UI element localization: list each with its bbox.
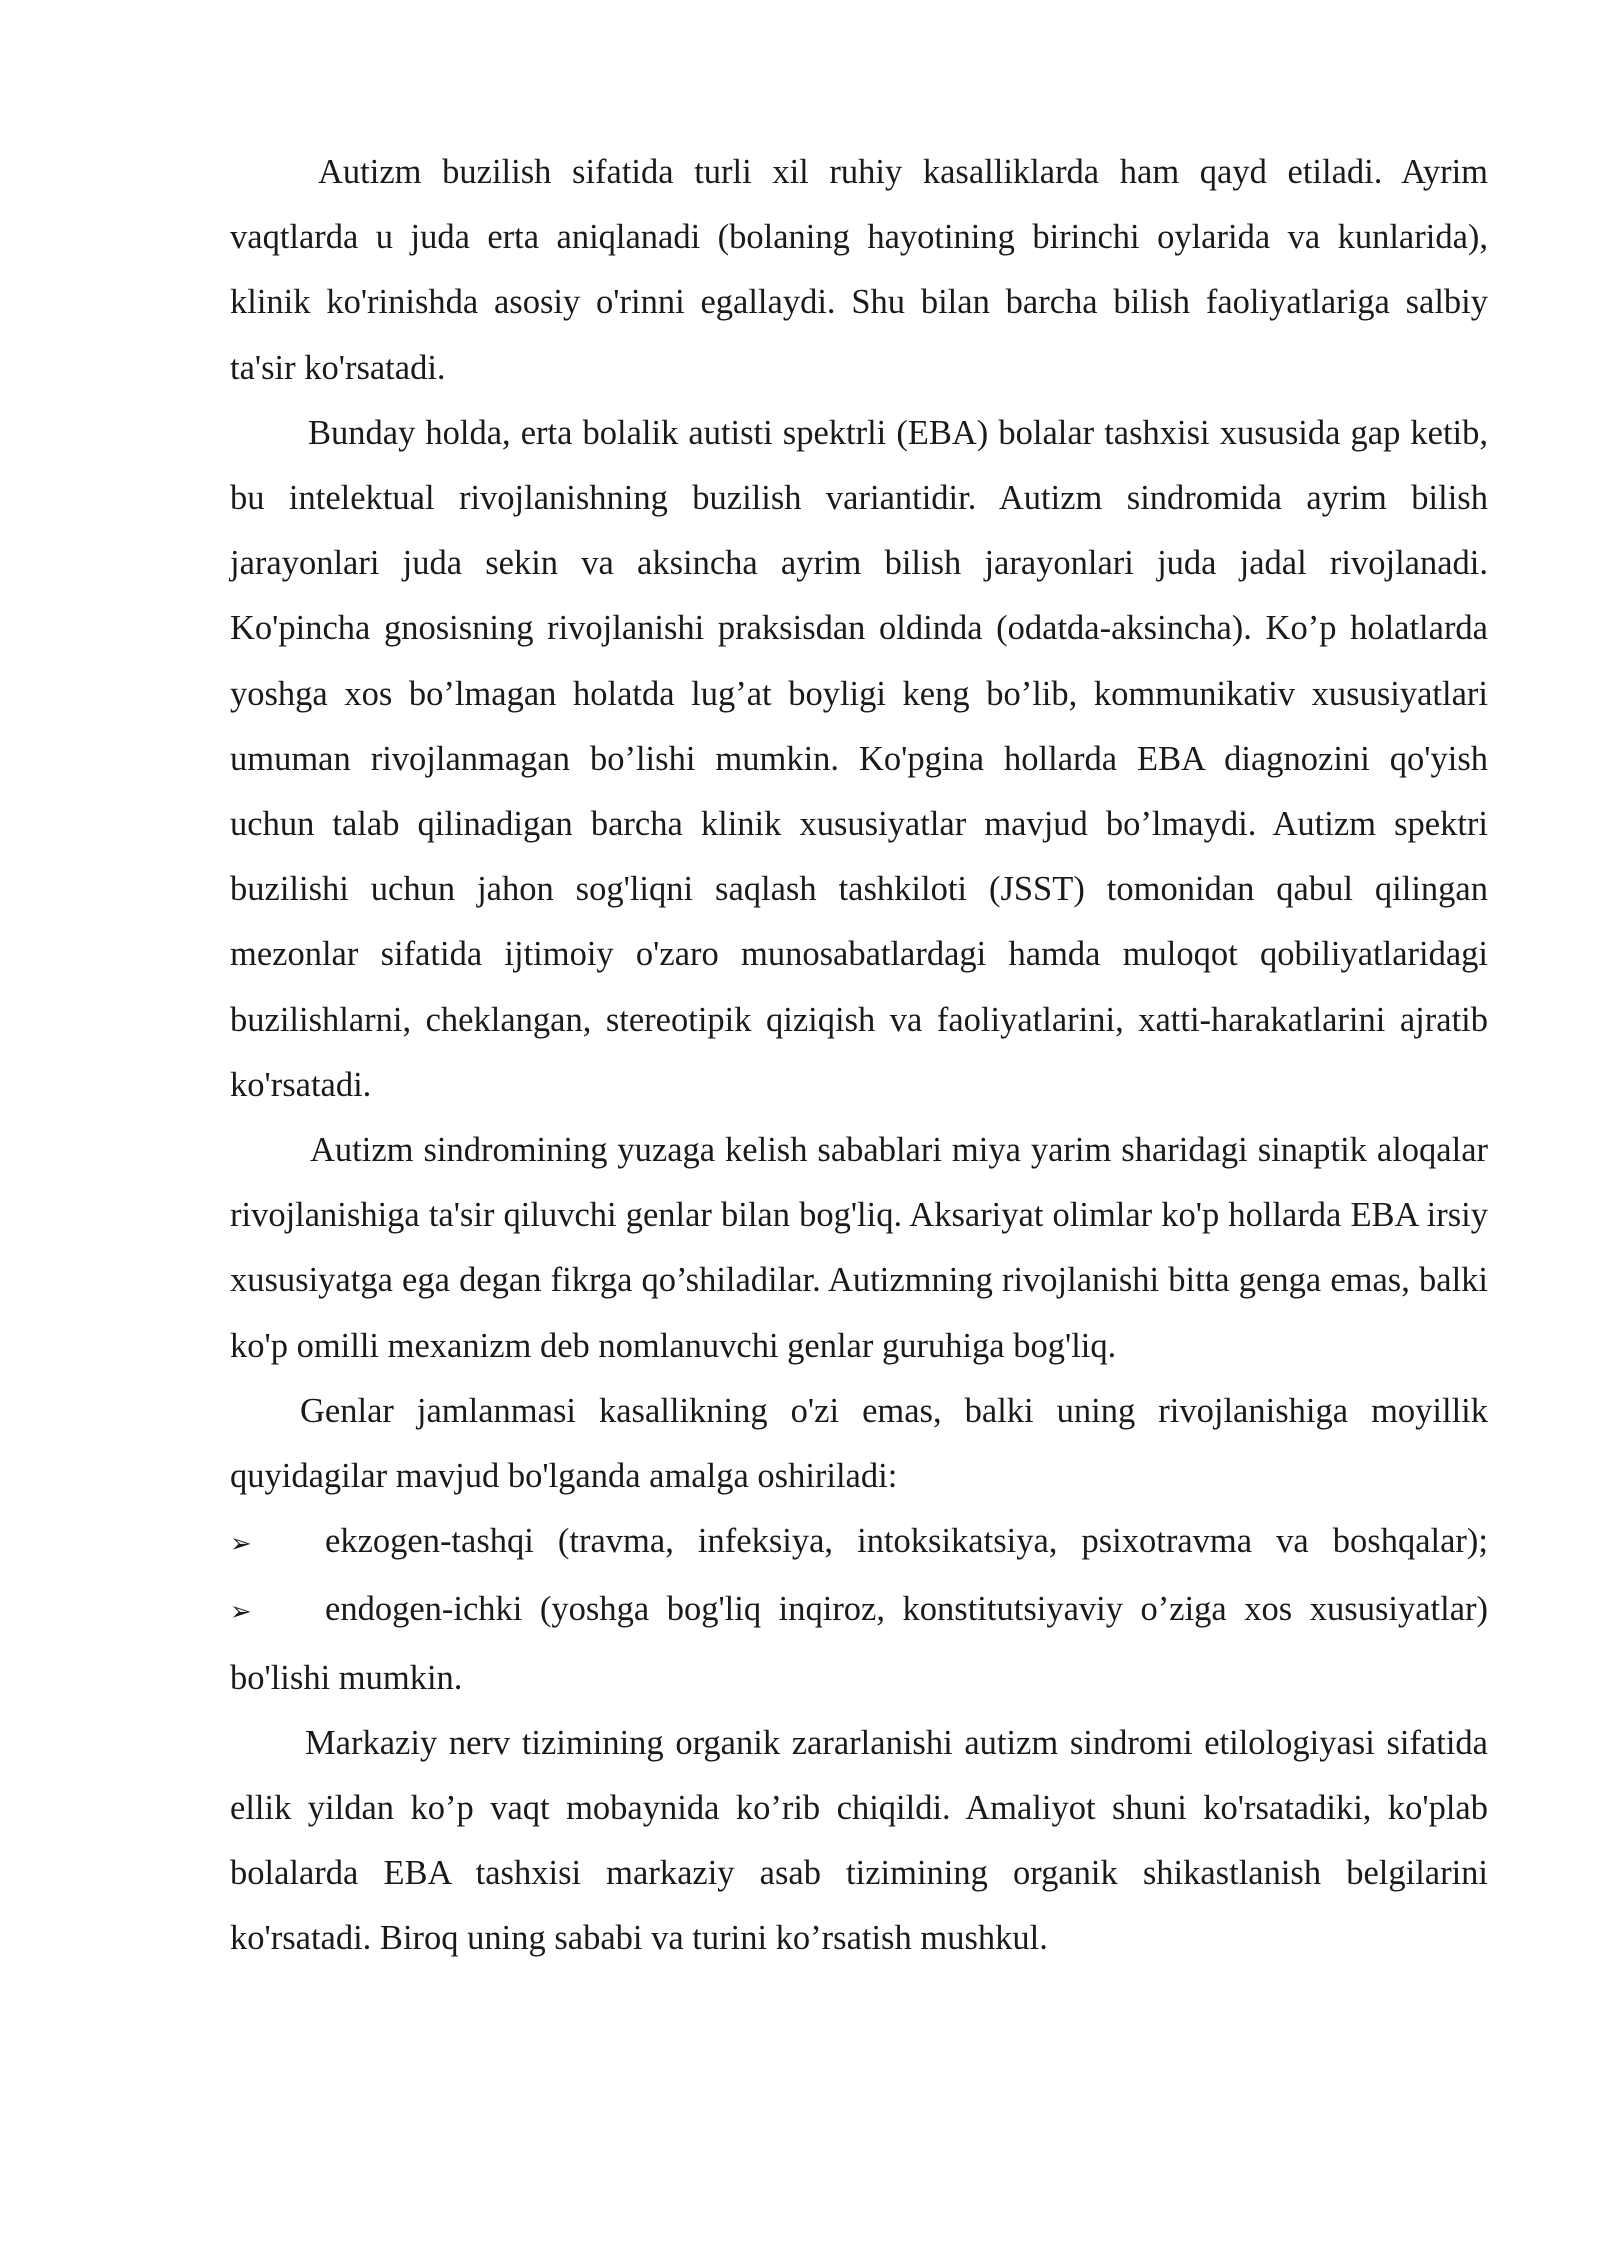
bullet-item-exogenous [230, 1509, 1488, 1577]
bullet-text: endogen-ichki (yoshga bog'liq inqiroz, konstitutsiyaviy o’ziga xos xususiyatlar) bo'lishi mumkin. [230, 1590, 1488, 1697]
paragraph-5: Markaziy nerv tizimining organik zararlanishi autizm sindromi etilologiyasi sifatida ellik yildan ko’p vaqt mobaynida ko’rib chiqildi. Amaliyot shuni ko'rsatadiki, ko'plab bolalarda EBA tashxisi markaziy asab tizimining organik shikastlanish belgilarini ko'rsatadi. Biroq uning sababi va turini ko’rsatish mushkul. [230, 1723, 1488, 1958]
paragraph-2: Bunday holda, erta bolalik autisti spektrli (EBA) bolalar tashxisi xususida gap ketib, bu intelektual rivojlanishning buzilish variantidir. Autizm sindromida ayrim bilish jarayonlari juda sekin va aksincha ayrim bilish jarayonlari juda jadal rivojlanadi. Ko'pincha gnosisning rivojlanishi praksisdan oldinda (odatda-aksincha). Ko’p holatlarda yoshga xos bo’lmagan holatda lug’at boyligi keng bo’lib, kommunikativ xususiyatlari umuman rivojlanmagan bo’lishi mumkin. Ko'pgina hollarda EBA diagnozini qo'yish uchun talab qilinadigan barcha klinik xususiyatlar mavjud bo’lmaydi. Autizm spektri buzilishi uchun jahon sog'liqni saqlash tashkiloti (JSST) tomonidan qabul qilingan mezonlar sifatida ijtimoiy o'zaro munosabatlardagi hamda muloqot qobiliyatlaridagi buzilishlarni, cheklangan, stereotipik qiziqish va faoliyatlarini, xatti-harakatlarini ajratib ko'rsatadi. [230, 413, 1488, 1104]
arrow-bullet-icon: ➢ [230, 1529, 252, 1560]
bullet-item-endogenous [230, 1577, 1488, 1710]
arrow-bullet-icon: ➢ [230, 1597, 252, 1628]
paragraph-1: Autizm buzilish sifatida turli xil ruhiy kasalliklarda ham qayd etiladi. Ayrim vaqtlarda u juda erta aniqlanadi (bolaning hayotining birinchi oylarida va kunlarida), klinik ko'rinishda asosiy o'rinni egallaydi. Shu bilan barcha bilish faoliyatlariga salbiy ta'sir ko'rsatadi. [230, 153, 1488, 387]
paragraph-3: Autizm sindromining yuzaga kelish sabablari miya yarim sharidagi sinaptik aloqalar rivojlanishiga ta'sir qiluvchi genlar bilan bog'liq. Aksariyat olimlar ko'p hollarda EBA irsiy xususiyatga ega degan fikrga qo’shiladilar. Autizmning rivojlanishi bitta genga emas, balki ko'p omilli mexanizm deb nomlanuvchi genlar guruhiga bog'liq. [230, 1131, 1488, 1365]
document-page [230, 140, 1488, 1972]
paragraph-4: Genlar jamlanmasi kasallikning o'zi emas, balki uning rivojlanishiga moyillik quyidagilar mavjud bo'lganda amalga oshiriladi: [230, 1391, 1488, 1496]
bullet-text: ekzogen-tashqi (travma, infeksiya, intoksikatsiya, psixotravma va boshqalar); [325, 1522, 1488, 1561]
